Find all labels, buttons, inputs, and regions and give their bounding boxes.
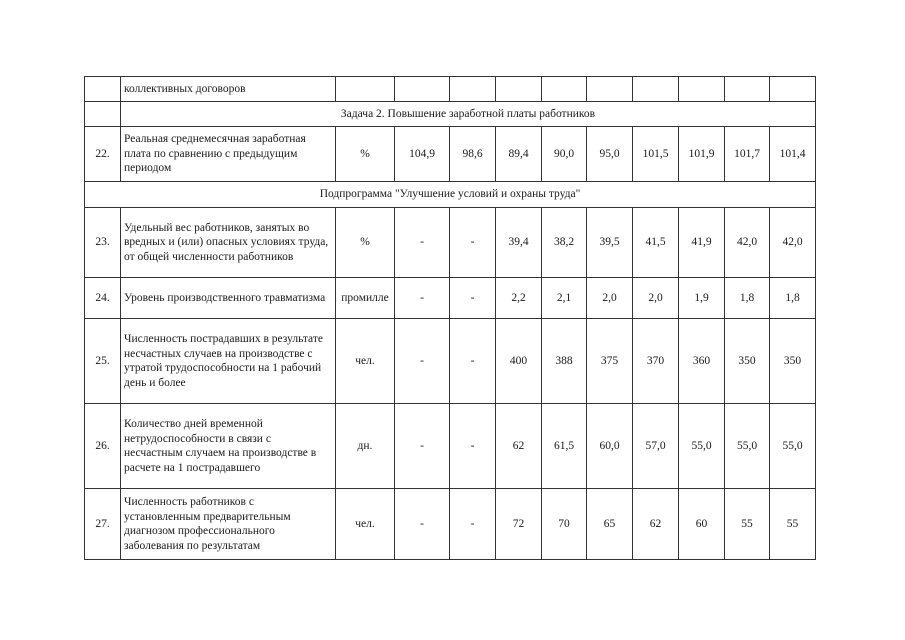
value-cell: 55,0 — [725, 404, 770, 489]
section-row — [85, 102, 816, 127]
value-cell: 2,0 — [633, 278, 679, 319]
value-cell: 90,0 — [542, 127, 587, 182]
unit-cell: промилле — [336, 278, 395, 319]
unit-cell: чел. — [336, 319, 395, 404]
row-number-cell: 25. — [85, 319, 121, 404]
table-row — [85, 278, 816, 319]
table-row — [85, 404, 816, 489]
value-cell: - — [450, 489, 496, 560]
value-cell: - — [395, 208, 450, 278]
value-cell: - — [450, 404, 496, 489]
indicator-name-cell: Численность пострадавших в результате несчастных случаев на производстве с утратой трудоспособности на 1 рабочий день и более — [121, 319, 336, 404]
value-cell: - — [395, 319, 450, 404]
indicator-name-cell: Реальная среднемесячная заработная плата по сравнению с предыдущим периодом — [121, 127, 336, 182]
value-cell: - — [450, 208, 496, 278]
value-cell: - — [450, 278, 496, 319]
value-cell: 55 — [725, 489, 770, 560]
value-cell: 350 — [725, 319, 770, 404]
indicator-name-cell: Уровень производственного травматизма — [121, 278, 336, 319]
value-cell: 104,9 — [395, 127, 450, 182]
indicators-table — [84, 76, 816, 560]
value-cell: 65 — [587, 489, 633, 560]
value-cell: 62 — [633, 489, 679, 560]
value-cell: 89,4 — [496, 127, 542, 182]
value-cell: 101,4 — [770, 127, 816, 182]
row-number-cell: 26. — [85, 404, 121, 489]
value-cell: - — [450, 319, 496, 404]
value-cell: 57,0 — [633, 404, 679, 489]
value-cell: 2,1 — [542, 278, 587, 319]
table-row — [85, 77, 816, 102]
value-cell: 388 — [542, 319, 587, 404]
value-cell: 400 — [496, 319, 542, 404]
value-cell: 62 — [496, 404, 542, 489]
value-cell: 70 — [542, 489, 587, 560]
value-cell: 61,5 — [542, 404, 587, 489]
value-cell: 42,0 — [770, 208, 816, 278]
value-cell: 55 — [770, 489, 816, 560]
table-row — [85, 319, 816, 404]
unit-cell: % — [336, 127, 395, 182]
value-cell: 101,5 — [633, 127, 679, 182]
unit-cell: % — [336, 208, 395, 278]
row-number-cell: 23. — [85, 208, 121, 278]
value-cell: - — [395, 489, 450, 560]
section-title-subprogram: Подпрограмма "Улучшение условий и охраны труда" — [85, 182, 816, 208]
indicator-name-cell: коллективных договоров — [121, 77, 336, 102]
indicator-name-cell: Количество дней временной нетрудоспособности в связи с несчастным случаем на производстве в расчете на 1 пострадавшего — [121, 404, 336, 489]
value-cell: 350 — [770, 319, 816, 404]
row-number-cell: 22. — [85, 127, 121, 182]
value-cell: 41,5 — [633, 208, 679, 278]
value-cell: 360 — [679, 319, 725, 404]
row-number-cell — [85, 77, 121, 102]
value-cell: 1,8 — [725, 278, 770, 319]
value-cell: 95,0 — [587, 127, 633, 182]
value-cell: 98,6 — [450, 127, 496, 182]
value-cell: 375 — [587, 319, 633, 404]
unit-cell: чел. — [336, 489, 395, 560]
value-cell: 1,9 — [679, 278, 725, 319]
value-cell: 55,0 — [770, 404, 816, 489]
value-cell: - — [395, 404, 450, 489]
table-row — [85, 208, 816, 278]
unit-cell: дн. — [336, 404, 395, 489]
value-cell: 42,0 — [725, 208, 770, 278]
value-cell: 60 — [679, 489, 725, 560]
table-row — [85, 489, 816, 560]
indicator-name-cell: Удельный вес работников, занятых во вредных и (или) опасных условиях труда, от общей численности работников — [121, 208, 336, 278]
section-row — [85, 182, 816, 208]
value-cell: 101,7 — [725, 127, 770, 182]
value-cell: 72 — [496, 489, 542, 560]
indicator-name-cell: Численность работников с установленным предварительным диагнозом профессионального заболевания по результатам — [121, 489, 336, 560]
value-cell: 2,0 — [587, 278, 633, 319]
value-cell: 2,2 — [496, 278, 542, 319]
value-cell: 55,0 — [679, 404, 725, 489]
value-cell: 1,8 — [770, 278, 816, 319]
row-number-cell: 27. — [85, 489, 121, 560]
value-cell: 101,9 — [679, 127, 725, 182]
value-cell: 39,4 — [496, 208, 542, 278]
value-cell: 39,5 — [587, 208, 633, 278]
row-number-cell: 24. — [85, 278, 121, 319]
value-cell: 41,9 — [679, 208, 725, 278]
section-title-task2: Задача 2. Повышение заработной платы работников — [121, 102, 816, 127]
value-cell: - — [395, 278, 450, 319]
table-row — [85, 127, 816, 182]
value-cell: 370 — [633, 319, 679, 404]
value-cell: 60,0 — [587, 404, 633, 489]
value-cell: 38,2 — [542, 208, 587, 278]
